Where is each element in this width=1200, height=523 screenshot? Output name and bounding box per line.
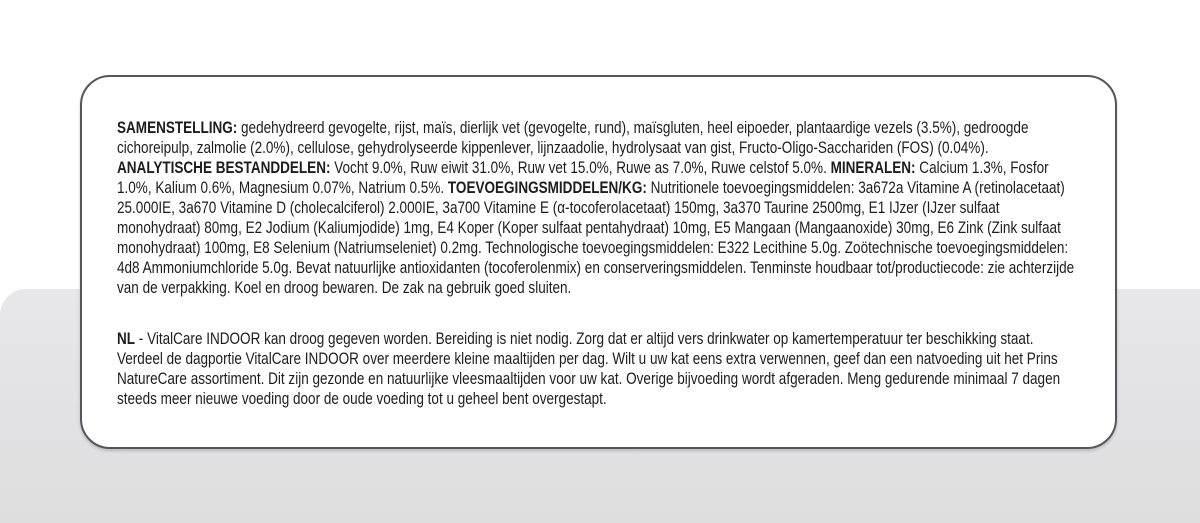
samenstelling-text: gedehydreerd gevogelte, rijst, maïs, dierlijk vet (gevogelte, rund), maïsgluten, heel eipoeder, plantaardige vezels (3.5%), gedroogde cichoreipulp, zalmolie (2.0%), cellulose, gehydrolyseerde kippenlever, lijnzaadolie, hydrolysaat van gist, Fructo-Oligo-Sacchariden (FOS) (0.04%). [117,119,1029,157]
language-heading: NL [117,330,136,348]
samenstelling-heading: SAMENSTELLING: [117,119,238,137]
label-card [80,75,1117,449]
feeding-advice-paragraph [117,329,1083,409]
composition-paragraph [117,118,1083,298]
feeding-advice-text: - VitalCare INDOOR kan droog gegeven worden. Bereiding is niet nodig. Zorg dat er altijd vers drinkwater op kamertemperatuur ter beschikking staat. Verdeel de dagportie VitalCare INDOOR over meerdere kleine maaltijden per dag. Wilt u uw kat eens extra verwennen, geef dan een natvoeding uit het Prins NatureCare assortiment. Dit zijn gezonde en natuurlijke vleesmaaltijden voor uw kat. Overige bijvoeding wordt afgeraden. Meng gedurende minimaal 7 dagen steeds meer nieuwe voeding door de oude voeding tot u geheel bent overgestapt. [117,330,1061,408]
mineralen-text: Calcium 1.3%, Fosfor 1.0%, Kalium 0.6%, Magnesium 0.07%, Natrium 0.5%. [117,159,1049,197]
analytische-bestanddelen-text: Vocht 9.0%, Ruw eiwit 31.0%, Ruw vet 15.0%, Ruwe as 7.0%, Ruwe celstof 5.0%. [330,159,831,177]
toevoegingsmiddelen-heading: TOEVOEGINGSMIDDELEN/KG: [447,179,647,197]
analytische-bestanddelen-heading: ANALYTISCHE BESTANDDELEN: [117,159,331,177]
label-text-block [117,118,1083,409]
mineralen-heading: MINERALEN: [830,159,916,177]
toevoegingsmiddelen-text: Nutritionele toevoegingsmiddelen: 3a672a Vitamine A (retinolacetaat) 25.000IE, 3a670 Vitamine D (cholecalciferol) 2.000IE, 3a700 Vitamine E (α-tocoferolacetaat) 150mg, 3a370 Taurine 2500mg, E1 IJzer (IJzer sulfaat monohydraat) 80mg, E2 Jodium (Kaliumjodide) 1mg, E4 Koper (Koper sulfaat pentahydraat) 10mg, E5 Mangaan (Mangaanoxide) 30mg, E6 Zink (Zink sulfaat monohydraat) 100mg, E8 Selenium (Natriumseleniet) 0.2mg. Technologische toevoegingsmiddelen: E322 Lecithine 5.0g. Zoötechnische toevoegingsmiddelen: 4d8 Ammoniumchloride 5.0g. Bevat natuurlijke antioxidanten (tocoferolenmix) en conserveringsmiddelen. Tenminste houdbaar tot/productiecode: zie achterzijde van de verpakking. Koel en droog bewaren. De zak na gebruik goed sluiten. [117,179,1075,297]
